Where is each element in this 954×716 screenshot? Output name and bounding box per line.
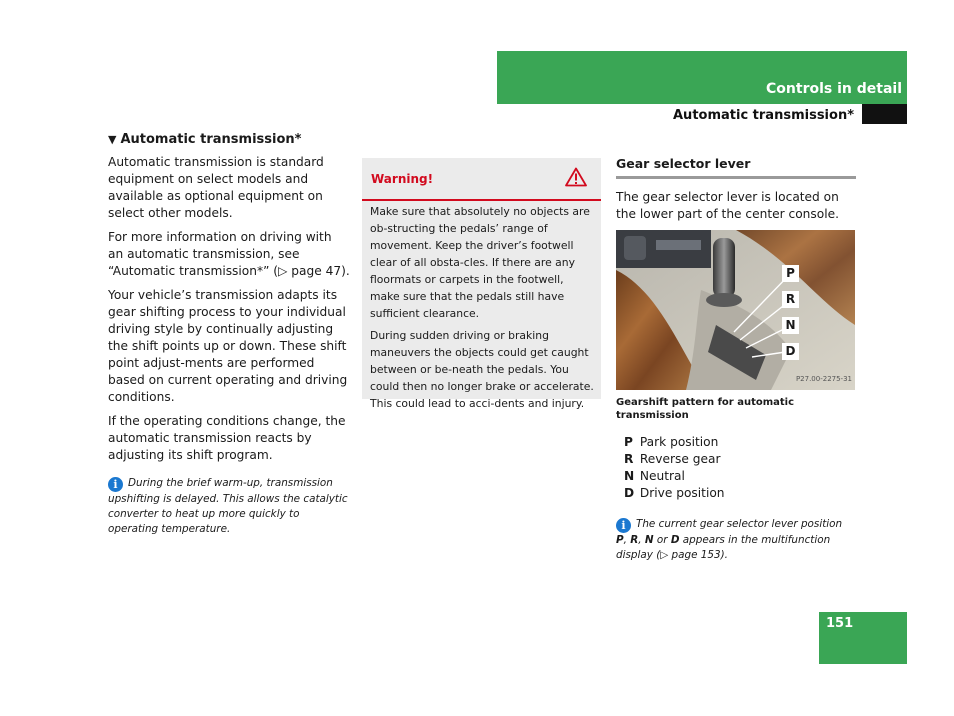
list-item: P Park position bbox=[624, 435, 719, 449]
warning-paragraph: Make sure that absolutely no objects are ob-structing the pedals’ range of movement. Keep the driver’s footwell clear of all obsta-cles. If there are any floormats or carpets in the footwell, make sure that the pedals still have sufficient clearance. bbox=[370, 205, 590, 320]
gear-selector-photo bbox=[616, 230, 855, 390]
info-icon: i bbox=[108, 477, 123, 492]
section-title: Controls in detail bbox=[766, 81, 902, 97]
callout-n: N bbox=[782, 317, 799, 334]
warning-label: Warning! bbox=[371, 172, 434, 186]
photo-code: P27.00-2275-31 bbox=[795, 375, 852, 383]
warning-body bbox=[370, 203, 594, 417]
warning-header bbox=[362, 158, 601, 201]
paragraph: If the operating conditions change, the automatic transmission reacts by adjusting its shift program. bbox=[108, 414, 346, 462]
warning-paragraph: During sudden driving or braking maneuvers the objects could get caught between or be-neath the pedals. You could then no longer brake or accelerate. This could lead to acci-dents and injury. bbox=[370, 329, 594, 410]
paragraph: The gear selector lever is located on the lower part of the center console. bbox=[616, 190, 839, 221]
callout-d: D bbox=[782, 343, 799, 360]
info-note bbox=[108, 476, 350, 537]
header-tab-marker bbox=[862, 104, 907, 124]
left-column bbox=[108, 131, 350, 537]
info-note: i The current gear selector lever position P, R, N or D appears in the multifunction display (▷ page 153). bbox=[616, 518, 843, 561]
heading-text: Automatic transmission* bbox=[120, 132, 302, 147]
list-item: R Reverse gear bbox=[624, 452, 721, 466]
paragraph: Your vehicle’s transmission adapts its gear shifting process to your individual driving style by continually adjusting the shift points up or down. These shift point adjust-ments are performed based on current operating and driving conditions. bbox=[108, 288, 348, 404]
callout-lines bbox=[616, 230, 855, 390]
triangle-marker-icon: ▼ bbox=[108, 133, 117, 146]
section-heading bbox=[108, 131, 350, 148]
figure-caption: Gearshift pattern for automatic transmission bbox=[616, 397, 795, 421]
paragraph: Automatic transmission is standard equipment on select models and available as optional equipment on select other models. bbox=[108, 155, 324, 220]
warning-triangle-icon bbox=[565, 167, 587, 187]
gear-legend bbox=[624, 434, 856, 502]
subsection-heading: Gear selector lever bbox=[616, 155, 856, 179]
info-icon: i bbox=[616, 518, 631, 533]
list-item: D Drive position bbox=[624, 486, 725, 500]
right-column bbox=[616, 155, 856, 563]
callout-p: P bbox=[782, 265, 799, 282]
note-text: During the brief warm-up, transmission upshifting is delayed. This allows the catalytic converter to heat up more quickly to operating temperature. bbox=[108, 477, 348, 535]
warning-box bbox=[362, 158, 601, 410]
paragraph: For more information on driving with an automatic transmission, see “Automatic transmission*” (▷ page 47). bbox=[108, 230, 350, 278]
callout-r: R bbox=[782, 291, 799, 308]
list-item: N Neutral bbox=[624, 469, 685, 483]
page-number: 151 bbox=[826, 616, 854, 631]
section-subtitle: Automatic transmission* bbox=[673, 108, 854, 123]
